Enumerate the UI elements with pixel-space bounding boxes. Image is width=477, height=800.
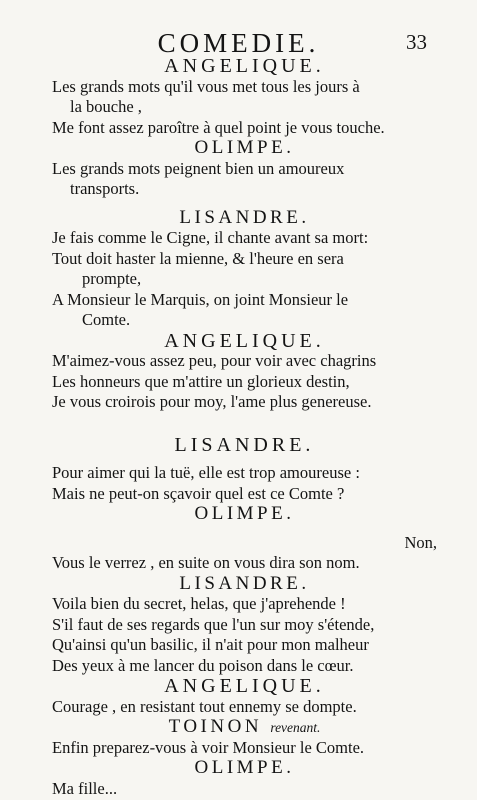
verse-line: Les honneurs que m'attire un glorieux destin, [52,371,350,391]
speaker-name: LISANDRE. [179,207,310,228]
verse-line: Qu'ainsi qu'un basilic, il n'ait pour mon malheur [52,635,369,654]
speaker-name: LISANDRE. [179,573,310,594]
speaker-with-stage-direction [52,717,437,738]
verse-line: Les grands mots peignent bien un amoureux [52,158,345,178]
verse-line: A Monsieur le Marquis, on joint Monsieur le [52,289,349,309]
verse-line: Comte. [82,310,131,329]
speaker-name: OLIMPE. [194,758,295,778]
verse-line: Des yeux à me lancer du poison dans le cœur. [52,655,354,675]
verse-line: Je vous croirois pour moy, l'ame plus genereuse. [52,392,372,411]
verse-line: Me font assez paroître à quel point je vous touche. [52,117,385,137]
verse-line: transports. [70,179,140,198]
verse-line: prompte, [82,269,142,288]
verse-line: Ma fille... [52,778,118,798]
verse-line: S'il faut de ses regards que l'un sur moy s'étende, [52,614,375,634]
verse-line: Tout doit haster la mienne, & l'heure en sera [52,248,344,268]
verse-line: Enfin preparez-vous à voir Monsieur le Comte. [52,737,365,757]
speaker-name: OLIMPE. [194,504,295,524]
speaker-name: TOINON [168,717,263,737]
verse-line: Courage , en resistant tout ennemy se dompte. [52,696,357,716]
verse-line: Les grands mots qu'il vous met tous les jours à [52,76,360,96]
speaker-name: ANGELIQUE. [164,676,325,697]
verse-line: Non, [404,532,437,552]
speaker-name: ANGELIQUE. [164,56,325,77]
stage-direction: revenant. [270,720,321,735]
speaker-name: LISANDRE. [174,434,315,455]
verse-line: Voila bien du secret, helas, que j'aprehende ! [52,594,346,613]
verse-line: Pour aimer qui la tuë, elle est trop amoureuse : [52,463,360,482]
verse-line: M'aimez-vous assez peu, pour voir avec chagrins [52,351,377,370]
running-title: COMEDIE. [157,28,320,58]
verse-line: la bouche , [70,97,142,116]
verse-line: Vous le verrez , en suite on vous dira son nom. [52,553,360,572]
verse-line: Mais ne peut-on sçavoir quel est ce Comte ? [52,483,345,503]
play-text [52,56,437,799]
speaker-name: ANGELIQUE. [164,330,325,351]
page-number: 33 [406,30,427,54]
speaker-name: OLIMPE. [194,138,295,158]
verse-line: Je fais comme le Cigne, il chante avant sa mort: [52,228,369,247]
